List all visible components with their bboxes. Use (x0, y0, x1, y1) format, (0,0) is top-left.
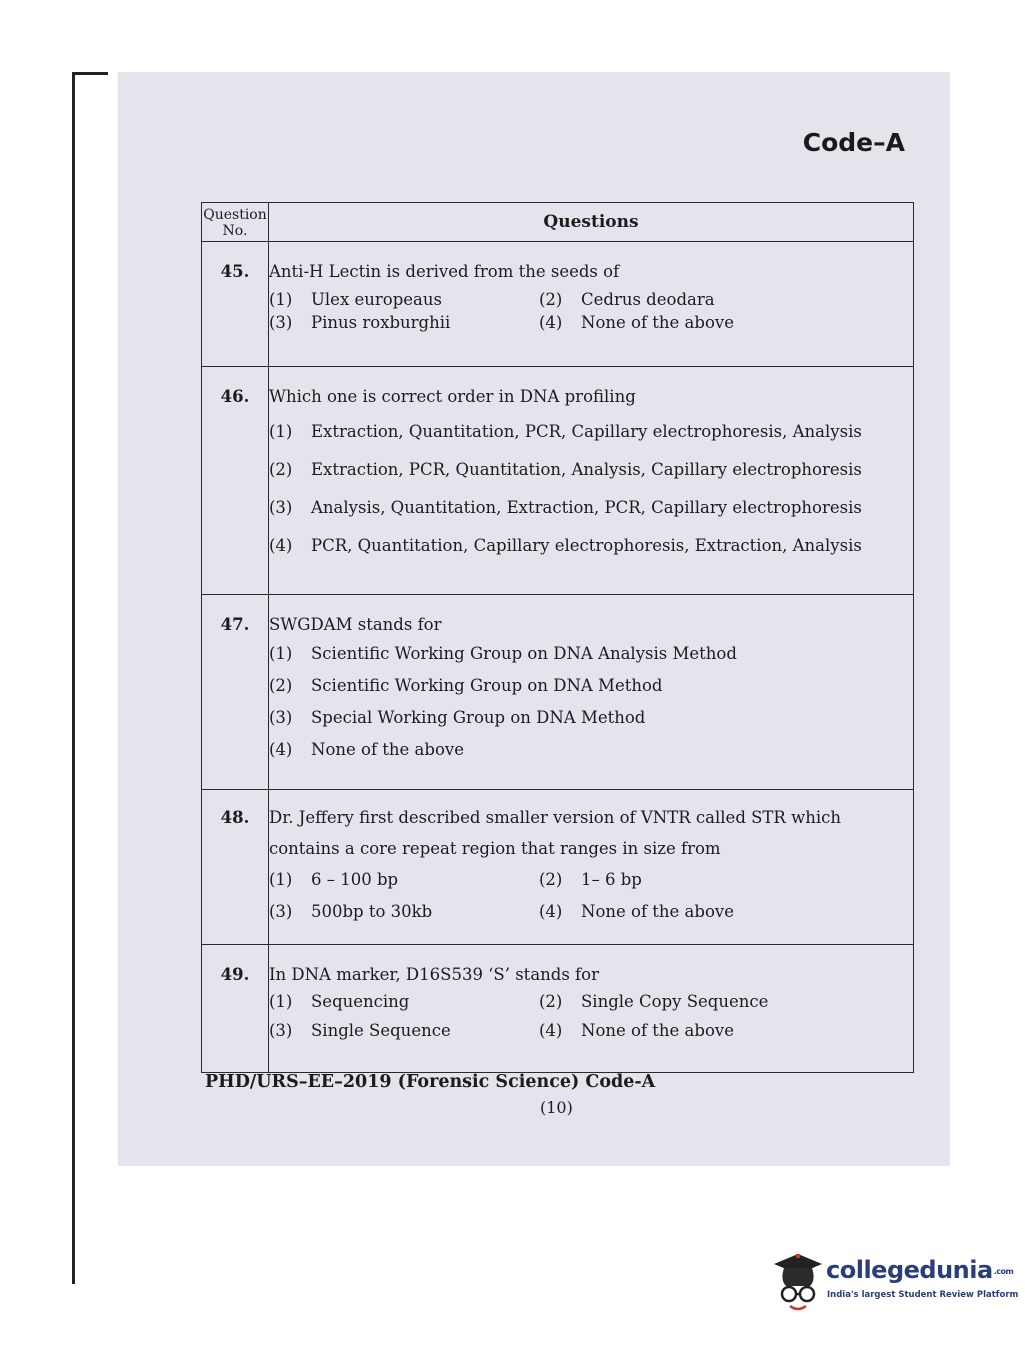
graduate-mascot-icon (770, 1250, 824, 1314)
question-row (202, 945, 914, 1073)
option: (3) Special Working Group on DNA Method (269, 708, 646, 727)
option: (4) None of the above (539, 313, 734, 332)
option: (1) 6 – 100 bp (269, 870, 399, 889)
question-stem: In DNA marker, D16S539 ‘S’ stands for (269, 965, 599, 984)
question-no-header: Question No. (202, 203, 269, 242)
questions-table (201, 202, 914, 1073)
question-stem: Dr. Jeffery first described smaller version of VNTR called STR which (269, 808, 841, 827)
option: (4) None of the above (539, 1021, 734, 1040)
question-number: 48. (202, 790, 269, 945)
question-body (269, 242, 914, 367)
question-stem: Anti-H Lectin is derived from the seeds of (269, 262, 620, 281)
option: (4) None of the above (539, 902, 734, 921)
question-row (202, 242, 914, 367)
option: (3) 500bp to 30kb (269, 902, 433, 921)
option: (1) Scientific Working Group on DNA Analysis Method (269, 644, 737, 663)
paper-code: Code–A (802, 128, 905, 157)
option: (3) Analysis, Quantitation, Extraction, PCR, Capillary electrophoresis (269, 498, 862, 517)
scan-border-top (72, 72, 108, 75)
question-body (269, 945, 914, 1073)
option: (3) Pinus roxburghii (269, 313, 451, 332)
questions-header: Questions (269, 203, 914, 242)
question-row (202, 790, 914, 945)
scan-border-left (72, 72, 75, 1284)
option: (1) Extraction, Quantitation, PCR, Capillary electrophoresis, Analysis (269, 422, 862, 441)
question-stem: Which one is correct order in DNA profiling (269, 387, 636, 406)
option: (2) Single Copy Sequence (539, 992, 769, 1011)
option: (2) Cedrus deodara (539, 290, 715, 309)
question-row (202, 595, 914, 790)
option: (2) 1– 6 bp (539, 870, 642, 889)
option: (3) Single Sequence (269, 1021, 451, 1040)
option: (2) Extraction, PCR, Quantitation, Analysis, Capillary electrophoresis (269, 460, 862, 479)
question-number: 46. (202, 367, 269, 595)
question-stem-continued: contains a core repeat region that ranges in size from (269, 839, 721, 858)
option: (2) Scientific Working Group on DNA Method (269, 676, 663, 695)
question-stem: SWGDAM stands for (269, 615, 442, 634)
question-number: 45. (202, 242, 269, 367)
question-number: 47. (202, 595, 269, 790)
option: (4) None of the above (269, 740, 464, 759)
paper-footer: PHD/URS–EE–2019 (Forensic Science) Code-A (205, 1072, 656, 1092)
question-row (202, 367, 914, 595)
page-number: (10) (540, 1098, 573, 1117)
question-body (269, 367, 914, 595)
option: (1) Ulex europeaus (269, 290, 442, 309)
question-body (269, 790, 914, 945)
brand-tagline: India's largest Student Review Platform (827, 1290, 1019, 1300)
option: (1) Sequencing (269, 992, 410, 1011)
question-body (269, 595, 914, 790)
table-header-row (202, 203, 914, 242)
brand-name: collegedunia.com (826, 1256, 1014, 1284)
collegedunia-logo (770, 1250, 1019, 1320)
question-number: 49. (202, 945, 269, 1073)
option: (4) PCR, Quantitation, Capillary electrophoresis, Extraction, Analysis (269, 536, 862, 555)
